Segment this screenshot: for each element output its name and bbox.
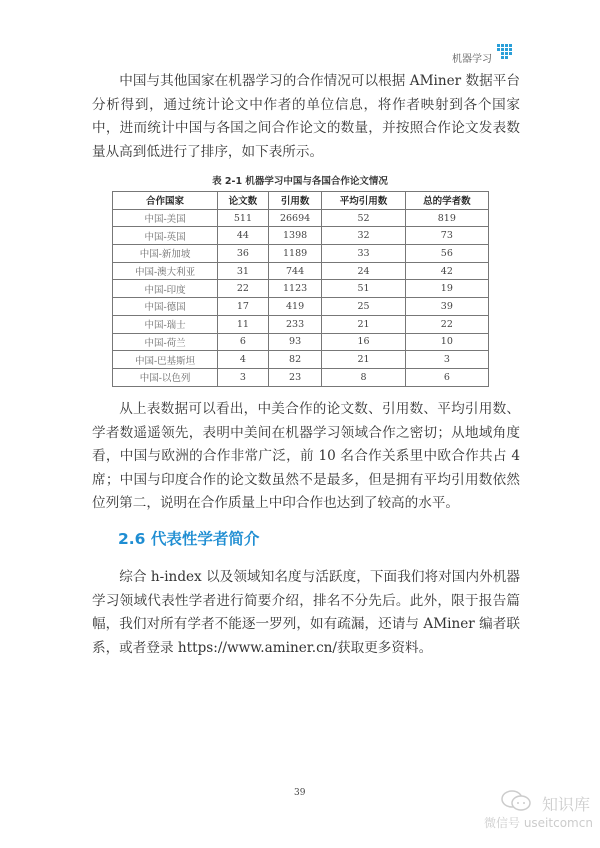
value-cell: 39 (405, 298, 488, 316)
section-heading: 2.6 代表性学者简介 (118, 530, 260, 548)
value-cell: 22 (405, 315, 488, 333)
table-row (113, 351, 489, 369)
country-pair-cell: 中国-新加坡 (113, 245, 218, 263)
value-cell: 11 (218, 315, 269, 333)
value-cell: 3 (405, 351, 488, 369)
table-row (113, 333, 489, 351)
value-cell: 4 (218, 351, 269, 369)
country-pair-cell: 中国-英国 (113, 227, 218, 245)
value-cell: 16 (322, 333, 405, 351)
value-cell: 25 (322, 298, 405, 316)
table-row (113, 315, 489, 333)
table-row (113, 262, 489, 280)
watermark-id: 微信号 useitcomcn (484, 816, 593, 830)
value-cell: 511 (218, 209, 269, 227)
value-cell: 21 (322, 315, 405, 333)
scholars-intro-paragraph: 综合 h-index 以及领域知名度与活跃度，下面我们将对国内外机器学习领域代表性学者进行简要介绍，排名不分先后。此外，限于报告篇幅，我们对所有学者不能逐一罗列，如有疏漏，还请与 AMiner 编者联系，或者登录 https://www.aminer.cn/获取更多资料。 (92, 569, 520, 656)
table-row (113, 245, 489, 263)
value-cell: 419 (268, 298, 322, 316)
country-pair-cell: 中国-德国 (113, 298, 218, 316)
value-cell: 1398 (268, 227, 322, 245)
value-cell: 23 (268, 368, 322, 386)
value-cell: 52 (322, 209, 405, 227)
value-cell: 22 (218, 280, 269, 298)
watermark-name: 知识库 (542, 795, 591, 814)
table-row (113, 280, 489, 298)
value-cell: 6 (218, 333, 269, 351)
table-row (113, 368, 489, 386)
value-cell: 19 (405, 280, 488, 298)
column-header: 合作国家 (113, 192, 218, 210)
table-caption: 表 2-1 机器学习中国与各国合作论文情况 (212, 176, 388, 187)
value-cell: 44 (218, 227, 269, 245)
value-cell: 10 (405, 333, 488, 351)
table-header-row (113, 192, 489, 210)
value-cell: 36 (218, 245, 269, 263)
value-cell: 6 (405, 368, 488, 386)
value-cell: 21 (322, 351, 405, 369)
country-pair-cell: 中国-瑞士 (113, 315, 218, 333)
value-cell: 51 (322, 280, 405, 298)
value-cell: 31 (218, 262, 269, 280)
value-cell: 26694 (268, 209, 322, 227)
value-cell: 24 (322, 262, 405, 280)
column-header: 论文数 (218, 192, 269, 210)
value-cell: 82 (268, 351, 322, 369)
table-row (113, 298, 489, 316)
value-cell: 1189 (268, 245, 322, 263)
logo-icon (497, 44, 511, 61)
intro-paragraph: 中国与其他国家在机器学习的合作情况可以根据 AMiner 数据平台分析得到，通过统计论文中作者的单位信息，将作者映射到各个国家中，进而统计中国与各国之间合作论文的数量，并按照合作论文发表数量从高到低进行了排序，如下表所示。 (92, 73, 520, 160)
country-pair-cell: 中国-荷兰 (113, 333, 218, 351)
value-cell: 33 (322, 245, 405, 263)
value-cell: 42 (405, 262, 488, 280)
column-header: 总的学者数 (405, 192, 488, 210)
collaboration-table (112, 191, 489, 387)
value-cell: 819 (405, 209, 488, 227)
column-header: 引用数 (268, 192, 322, 210)
analysis-paragraph: 从上表数据可以看出，中美合作的论文数、引用数、平均引用数、学者数遥遥领先，表明中美间在机器学习领域合作之密切；从地域角度看，中国与欧洲的合作非常广泛，前 10 名合作关系里中欧合作共占 4 席；中国与印度合作的论文数虽然不是最多，但是拥有平均引用数依然位列第二，说明在合作质量上中印合作也达到了较高的水平。 (92, 401, 520, 511)
value-cell: 93 (268, 333, 322, 351)
country-pair-cell: 中国-印度 (113, 280, 218, 298)
running-header: 机器学习 (452, 54, 492, 65)
country-pair-cell: 中国-巴基斯坦 (113, 351, 218, 369)
table-row (113, 209, 489, 227)
value-cell: 17 (218, 298, 269, 316)
table-row (113, 227, 489, 245)
value-cell: 73 (405, 227, 488, 245)
country-pair-cell: 中国-以色列 (113, 368, 218, 386)
value-cell: 56 (405, 245, 488, 263)
value-cell: 8 (322, 368, 405, 386)
value-cell: 233 (268, 315, 322, 333)
wechat-icon (500, 790, 534, 812)
column-header: 平均引用数 (322, 192, 405, 210)
value-cell: 744 (268, 262, 322, 280)
value-cell: 1123 (268, 280, 322, 298)
country-pair-cell: 中国-澳大利亚 (113, 262, 218, 280)
country-pair-cell: 中国-美国 (113, 209, 218, 227)
value-cell: 32 (322, 227, 405, 245)
page-number: 39 (294, 788, 306, 798)
value-cell: 3 (218, 368, 269, 386)
